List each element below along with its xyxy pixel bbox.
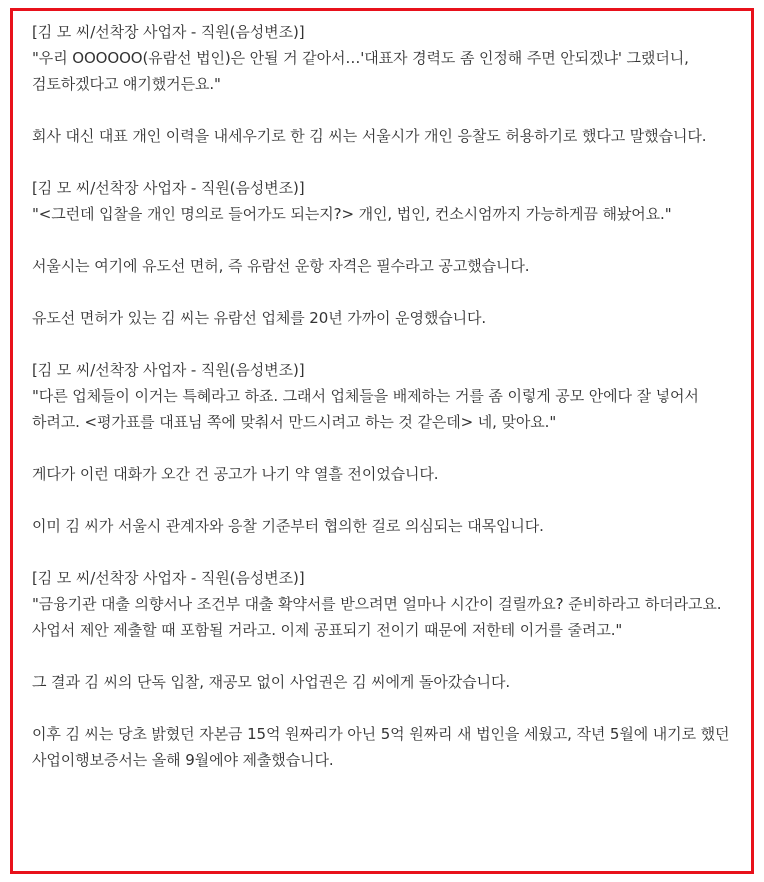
quote-speaker: [김 모 씨/선착장 사업자 - 직원(음성변조)] (32, 179, 305, 197)
quote-block (32, 565, 733, 643)
quote-speaker: [김 모 씨/선착장 사업자 - 직원(음성변조)] (32, 23, 305, 41)
quote-text: "<그런데 입찰을 개인 명의로 들어가도 되는지?> 개인, 법인, 컨소시엄까지 가능하게끔 해놨어요." (32, 205, 672, 223)
paragraph-text: 이후 김 씨는 당초 밝혔던 자본금 15억 원짜리가 아닌 5억 원짜리 새 법인을 세웠고, 작년 5월에 내기로 했던 사업이행보증서는 올해 9월에야 제출했습니다. (32, 725, 730, 769)
paragraph-text: 유도선 면허가 있는 김 씨는 유람선 업체를 20년 가까이 운영했습니다. (32, 309, 487, 327)
paragraph (32, 669, 733, 695)
paragraph (32, 305, 733, 331)
quote-block (32, 19, 733, 97)
quote-text: "다른 업체들이 이거는 특혜라고 하죠. 그래서 업체들을 배제하는 거를 좀 이렇게 공모 안에다 잘 넣어서 하려고. <평가표를 대표님 쪽에 맞춰서 만드시려고 하는 것 같은데> 네, 맞아요." (32, 387, 699, 431)
paragraph (32, 513, 733, 539)
paragraph-text: 그 결과 김 씨의 단독 입찰, 재공모 없이 사업권은 김 씨에게 돌아갔습니다. (32, 673, 510, 691)
quote-text: "금융기관 대출 의향서나 조건부 대출 확약서를 받으려면 얼마나 시간이 걸릴까요? 준비하라고 하더라고요. 사업서 제안 제출할 때 포함될 거라고. 이제 공표되기 전이기 때문에 저한테 이거를 줄려고." (32, 595, 722, 639)
quote-speaker: [김 모 씨/선착장 사업자 - 직원(음성변조)] (32, 361, 305, 379)
paragraph-text: 회사 대신 대표 개인 이력을 내세우기로 한 김 씨는 서울시가 개인 응찰도 허용하기로 했다고 말했습니다. (32, 127, 707, 145)
paragraph (32, 253, 733, 279)
paragraph-text: 게다가 이런 대화가 오간 건 공고가 나기 약 열흘 전이었습니다. (32, 465, 439, 483)
paragraph (32, 123, 733, 149)
quote-speaker: [김 모 씨/선착장 사업자 - 직원(음성변조)] (32, 569, 305, 587)
article-frame (10, 8, 754, 874)
paragraph (32, 721, 733, 773)
paragraph-text: 서울시는 여기에 유도선 면허, 즉 유람선 운항 자격은 필수라고 공고했습니다. (32, 257, 530, 275)
quote-text: "우리 OOOOOO(유람선 법인)은 안될 거 같아서…'대표자 경력도 좀 인정해 주면 안되겠냐' 그랬더니, 검토하겠다고 얘기했거든요." (32, 49, 689, 93)
quote-block (32, 357, 733, 435)
article-body (32, 19, 733, 773)
paragraph (32, 461, 733, 487)
quote-block (32, 175, 733, 227)
paragraph-text: 이미 김 씨가 서울시 관계자와 응찰 기준부터 협의한 걸로 의심되는 대목입니다. (32, 517, 544, 535)
